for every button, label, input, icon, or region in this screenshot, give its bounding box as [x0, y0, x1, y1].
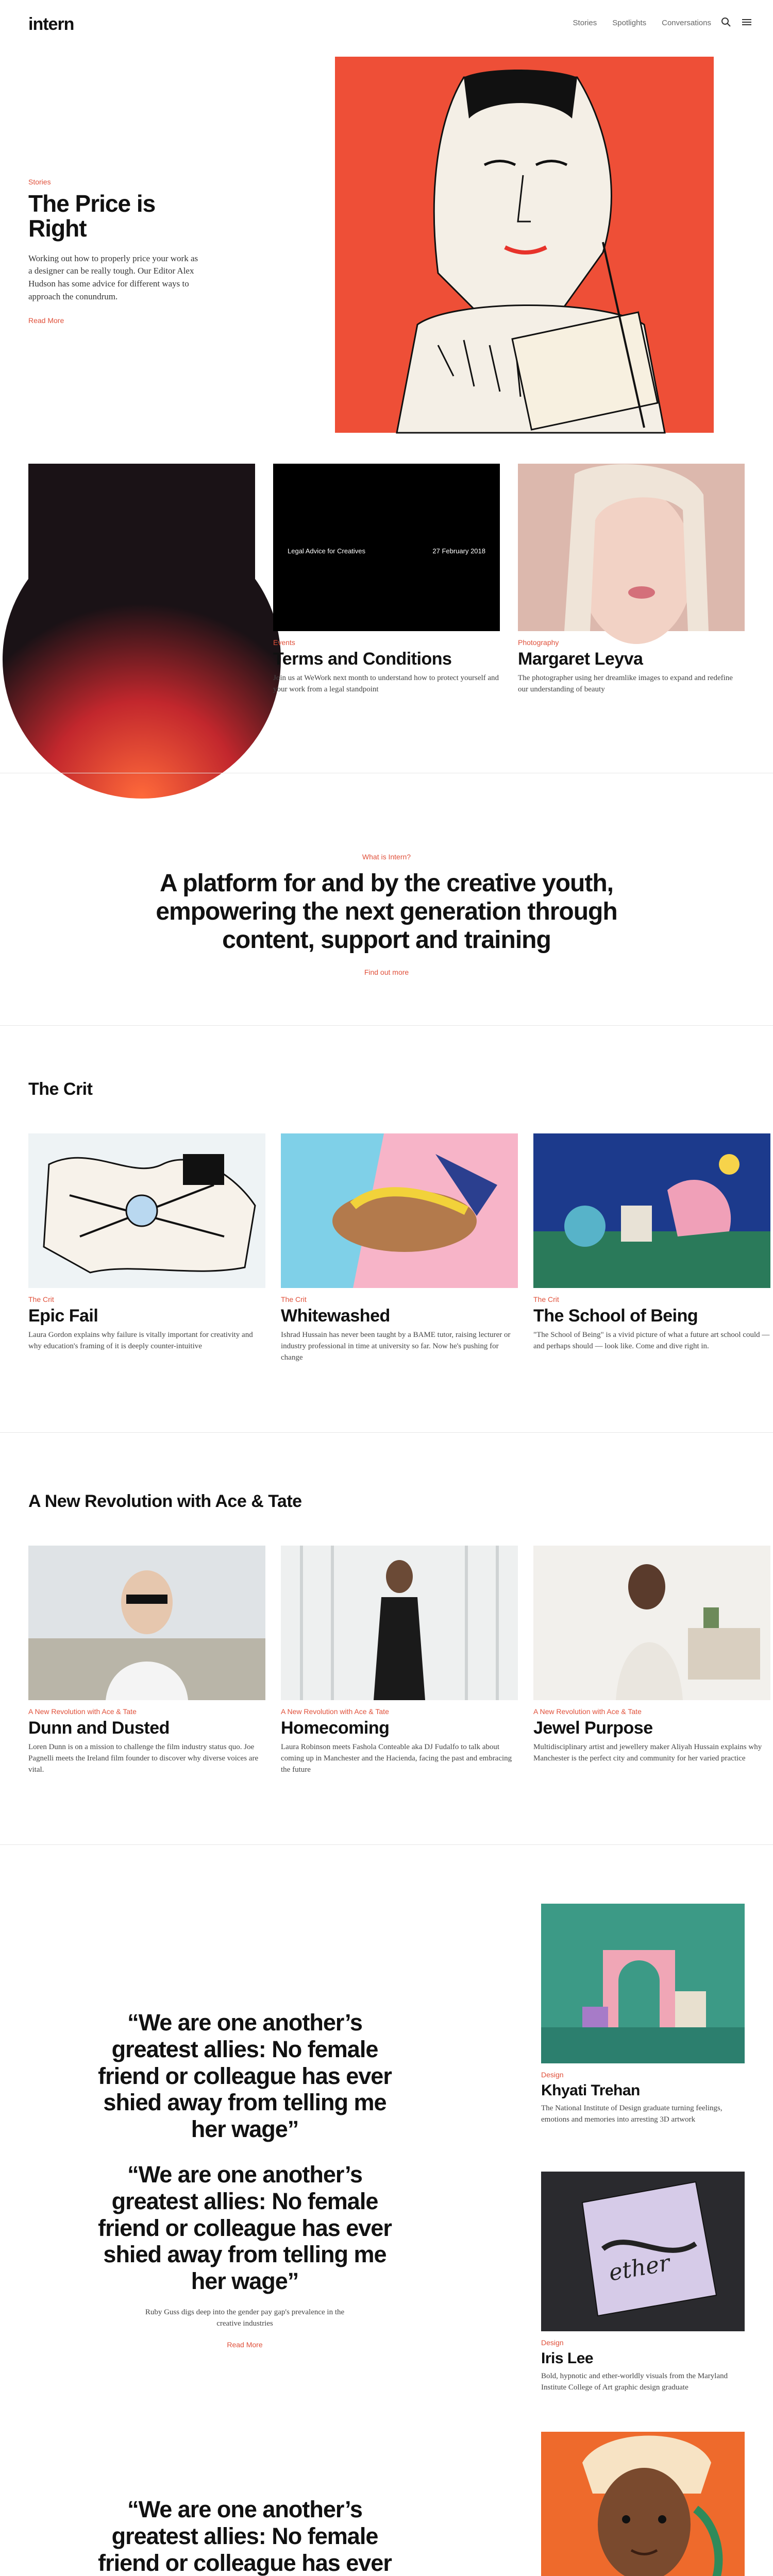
card-image[interactable]	[533, 1546, 770, 1700]
section-title-the-crit[interactable]: The Crit	[28, 1079, 93, 1099]
card-category[interactable]: A New Revolution with Ace & Tate	[533, 1707, 642, 1716]
card-khyati-trehan[interactable]	[541, 1904, 745, 2126]
hero-illustration[interactable]	[335, 57, 714, 433]
card-image[interactable]	[541, 1904, 745, 2063]
nav-spotlights[interactable]: Spotlights	[612, 19, 647, 27]
nav-conversations[interactable]: Conversations	[662, 19, 711, 27]
divider	[0, 1025, 773, 1026]
card-category[interactable]: The Crit	[281, 1295, 307, 1303]
card-terms-and-conditions[interactable]	[273, 464, 500, 696]
card-image[interactable]	[28, 464, 255, 631]
card-image[interactable]	[541, 2432, 745, 2576]
site-header	[0, 0, 773, 46]
card-title[interactable]: Margaret Leyva	[518, 649, 643, 669]
card-margaret-leyva[interactable]	[518, 464, 745, 696]
card-title[interactable]: The School of Being	[533, 1306, 698, 1326]
card-description: Ishrad Hussain has never been taught by a BAME tutor, raising lecturer or industry professional in time at university so far. Now he's pushing for change	[281, 1331, 511, 1362]
card-title[interactable]: Dunn and Dusted	[28, 1718, 170, 1738]
card-image[interactable]	[533, 1133, 770, 1288]
about-headline: A platform for and by the creative youth, empowering the next generation through content, support and training	[156, 870, 617, 954]
card-whitewashed[interactable]	[281, 1133, 518, 1364]
card-description: Join us at WeWork next month to understand how to protect yourself and your work from a legal standpoint	[273, 674, 499, 694]
card-jewel-purpose[interactable]	[533, 1546, 770, 1765]
card-epic-fail[interactable]	[28, 1133, 265, 1352]
card-category[interactable]: A New Revolution with Ace & Tate	[28, 1707, 137, 1716]
card-title[interactable]: Epic Fail	[28, 1306, 98, 1326]
about-kicker: What is Intern?	[362, 853, 411, 861]
nav-stories[interactable]: Stories	[573, 19, 597, 27]
card-dunn-and-dusted[interactable]	[28, 1546, 265, 1776]
card-jeremy-rieger[interactable]	[28, 464, 255, 696]
section-title-ace-and-tate[interactable]: A New Revolution with Ace & Tate	[28, 1492, 302, 1511]
divider	[0, 1844, 773, 1845]
divider	[0, 1432, 773, 1433]
quote-text: “We are one another’s greatest allies: No female friend or colleague has ever shied away from telling me her wage”	[98, 2161, 392, 2294]
card-category[interactable]: Design	[541, 2071, 564, 2079]
quote-block-3	[98, 2496, 392, 2576]
card-title[interactable]: Homecoming	[281, 1718, 390, 1738]
card-title[interactable]: Whitewashed	[281, 1306, 390, 1326]
hero-text	[28, 178, 198, 326]
quote-read-more-link[interactable]: Read More	[227, 2341, 263, 2349]
card-description: Laura Robinson meets Fashola Conteable aka DJ Fudalfo to talk about coming up in Manchester and the Hacienda, facing the past and embracing the future	[281, 1743, 512, 1774]
image-caption-left: Legal Advice for Creatives	[288, 547, 366, 555]
find-out-more-link[interactable]: Find out more	[364, 968, 409, 976]
card-title[interactable]: Terms and Conditions	[273, 649, 452, 669]
card-title[interactable]: Jewel Purpose	[533, 1718, 653, 1738]
menu-icon[interactable]	[741, 16, 752, 28]
card-image[interactable]	[28, 1133, 265, 1288]
card-category[interactable]: The Crit	[533, 1295, 559, 1303]
card-image[interactable]	[28, 1546, 265, 1700]
card-image[interactable]	[541, 2172, 745, 2331]
hero-kicker[interactable]: Stories	[28, 178, 51, 186]
card-description: Multidisciplinary artist and jewellery maker Aliyah Hussain explains why Manchester is the perfect city and community for her varied practice	[533, 1743, 762, 1763]
hero-title[interactable]: The Price is Right	[28, 190, 156, 242]
site-logo[interactable]: intern	[28, 14, 74, 34]
quote-description: Ruby Guss digs deep into the gender pay gap's prevalence in the creative industries	[145, 2308, 345, 2328]
about-section	[155, 853, 618, 977]
quote-text: “We are one another’s greatest allies: No female friend or colleague has ever	[98, 2496, 392, 2576]
card-description: Loren Dunn is on a mission to challenge the film industry status quo. Joe Pagnelli meets the Ireland film founder to discover why diverse voices are vital.	[28, 1743, 259, 1774]
card-title[interactable]: Khyati Trehan	[541, 2082, 640, 2099]
hero-read-more-link[interactable]: Read More	[28, 316, 64, 325]
main-nav	[573, 19, 711, 27]
card-image[interactable]	[281, 1133, 518, 1288]
card-image[interactable]	[281, 1546, 518, 1700]
svg-text:ether: ether	[607, 2249, 672, 2286]
card-image[interactable]	[518, 464, 745, 631]
image-caption-right: 27 February 2018	[432, 547, 485, 555]
card-category[interactable]: Events	[273, 638, 295, 647]
card-category[interactable]: Design	[541, 2338, 564, 2347]
card-suzanne-dias[interactable]	[541, 2432, 745, 2576]
card-description: The National Institute of Design graduate turning feelings, emotions and memories into arresting 3D artwork	[541, 2104, 722, 2124]
card-category[interactable]: Photography	[518, 638, 559, 647]
card-iris-lee[interactable]	[541, 2172, 745, 2394]
card-category[interactable]: A New Revolution with Ace & Tate	[281, 1707, 389, 1716]
card-description: Laura Gordon explains why failure is vitally important for creativity and why education's framing of it is deeply counter-intuitive	[28, 1331, 253, 1351]
hero-description: Working out how to properly price your work as a designer can be really tough. Our Editor Alex Hudson has some advice for different ways to approach the conundrum.	[28, 253, 198, 301]
card-description: The photographer using her dreamlike images to expand and redefine our understanding of beauty	[518, 674, 733, 694]
card-homecoming[interactable]	[281, 1546, 518, 1776]
card-image[interactable]	[273, 464, 500, 631]
quote-block-2	[98, 2161, 392, 2350]
quote-text: “We are one another’s greatest allies: No female friend or colleague has ever shied away from telling me her wage”	[98, 2009, 392, 2142]
card-description: Bold, hypnotic and ether-worldly visuals from the Maryland Institute College of Art graphic design graduate	[541, 2372, 728, 2392]
card-description: "The School of Being" is a vivid picture of what a future art school could — and perhaps should — look like. Come and dive right in.	[533, 1331, 770, 1351]
card-the-school-of-being[interactable]	[533, 1133, 770, 1352]
search-icon[interactable]	[720, 16, 732, 28]
quote-block-1	[98, 2009, 392, 2142]
card-title[interactable]: Iris Lee	[541, 2350, 594, 2367]
card-category[interactable]: The Crit	[28, 1295, 54, 1303]
